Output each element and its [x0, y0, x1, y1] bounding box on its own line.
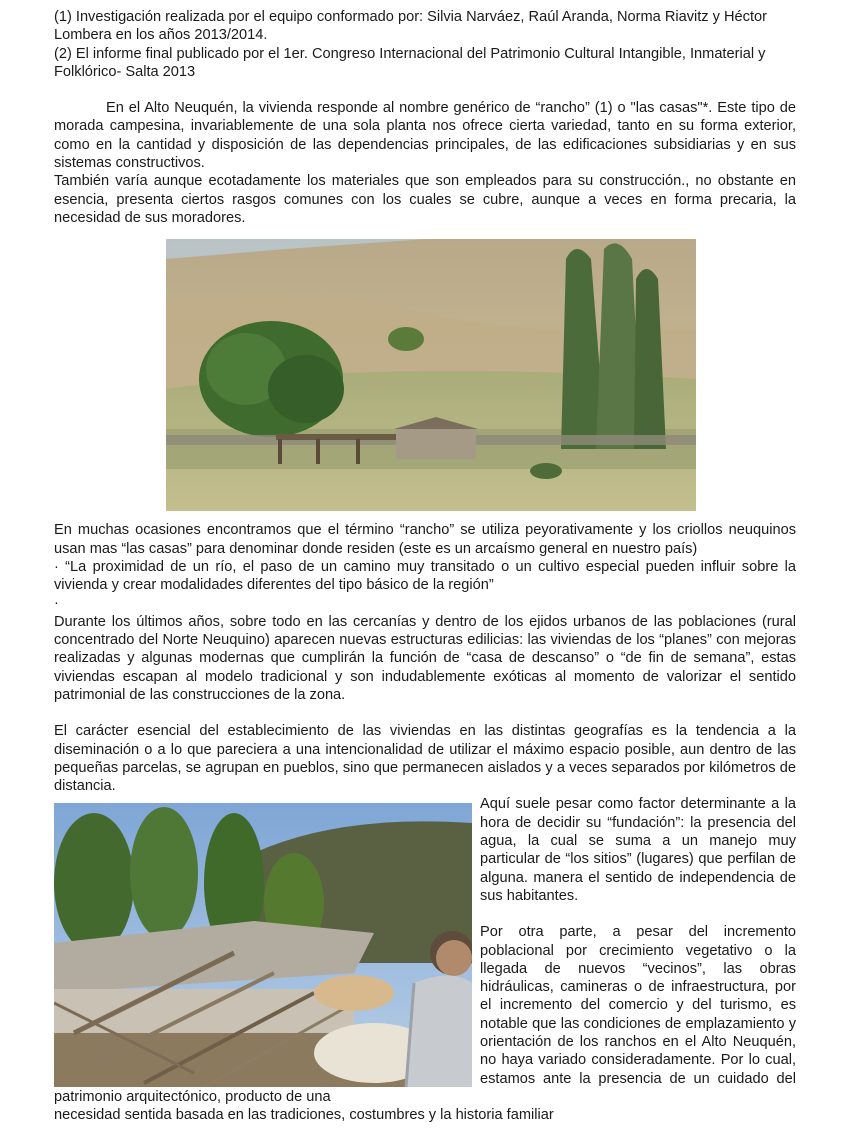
paragraph-recent-years: Durante los últimos años, sobre todo en las cercanías y dentro de los ejidos urbanos de las poblaciones (rural concentrado del Norte Neuquino) aparecen nuevas estructuras edilicias: las viviendas de los “planes” con mejoras realizadas y algunas modernas que cumplirán la función de “casa de descanso” o “de fin de semana”, estas viviendas escapan al modelo tradicional y son indudablemente exóticas al momento de valorizar el sentido patrimonial de las construcciones de la zona.	[54, 613, 796, 703]
paragraph-rancho-term: En muchas ocasiones encontramos que el término “rancho” se utiliza peyorativamente y los criollos neuquinos usan mas “las casas” para denominar donde residen (este es un arcaísmo general en nuestro país)	[54, 522, 796, 557]
document-page	[54, 8, 796, 1124]
photo-text-block	[54, 795, 796, 1124]
footnote-2: (2) El informe final publicado por el 1er. Congreso Internacional del Patrimonio Cultural Intangible, Inmaterial y Folklórico- Salta 2013	[54, 45, 766, 80]
landscape-photo	[166, 239, 696, 511]
spacer	[54, 81, 796, 99]
paragraph-population: Por otra parte, a pesar del incremento poblacional por crecimiento vegetativo o la llegada de nuevos “vecinos”, las obras hidráulicas, camineras o de infraestructura, por el incremento del comercio y del turismo, es notable que las condiciones de emplazamiento y orientación de los ranchos en el Alto Neuquén, no haya variado consideradamente. Por lo cual, estamos ante la presencia de un cuidado del patrimonio arquitectónico, producto de una	[54, 924, 796, 1105]
paragraph-quote: · “La proximidad de un río, el paso de un camino muy transitado o un cultivo especial pueden influir sobre la vivienda y crear modalidades diferentes del tipo básico de la región”	[54, 558, 796, 594]
paragraph-dissemination: El carácter esencial del establecimiento de las viviendas en las distintas geografías es la tendencia a la diseminación o a lo que pareciera a una intencionalidad de utilizar el máximo espacio posible, aun dentro de las pequeñas parcelas, se agrupan en pueblos, sino que permanecen aislados y a veces separados por kilómetros de distancia.	[54, 723, 796, 795]
ranch-man-photo-image	[54, 803, 472, 1087]
spacer	[54, 704, 796, 722]
paragraph-materials: También varía aunque ecotadamente los materiales que son empleados para su construcción., no obstante en esencia, presenta ciertos rasgos comunes con los cuales se cubre, aunque a veces en forma precaria, la necesidad de sus moradores.	[54, 173, 796, 226]
landscape-photo-image	[166, 239, 696, 511]
ranch-man-photo	[54, 803, 472, 1087]
paragraph-closing-line: necesidad sentida basada en las tradiciones, costumbres y la historia familiar	[54, 1107, 554, 1124]
footnote-1: (1) Investigación realizada por el equipo conformado por: Silvia Narváez, Raúl Aranda, Norma Riavitz y Héctor Lombera en los años 2013/2014.	[54, 9, 767, 44]
paragraph-foundation: Aquí suele pesar como factor determinante a la hora de decidir su “fundación”: la presencia del agua, la cual se suma a un manejo muy particular de “los sitios” (lugares) que perfilan de alguna. manera el sentido de independencia de sus habitantes.	[480, 796, 796, 904]
paragraph-bullet: ·	[54, 595, 59, 612]
paragraph-rancho-intro: En el Alto Neuquén, la vivienda responde al nombre genérico de “rancho” (1) o "las casas"*. Este tipo de morada campesina, invariablemente de una sola planta nos ofrece cierta variedad, tanto en su forma exterior, como en la cantidad y disposición de las dependencias principales, de las edificaciones subsidiarias y en sus sistemas constructivos.	[54, 100, 796, 172]
